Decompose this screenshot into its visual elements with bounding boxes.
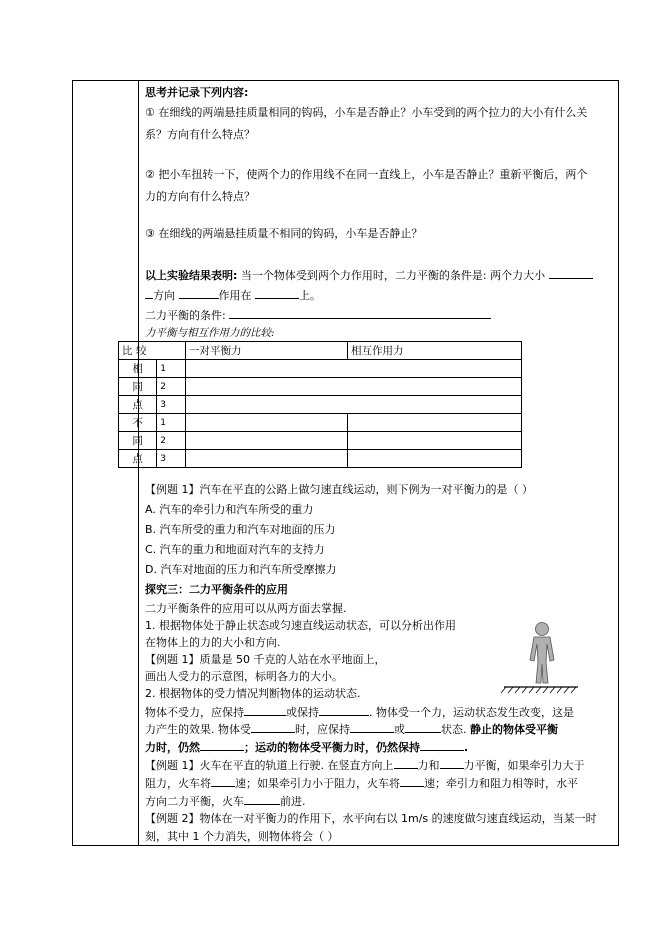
question-1-line-1: ① 在细线的两端悬挂质量相同的钩码，小车是否静止？小车受到的两个拉力的大小有什么关 [145,106,588,119]
answer-cell[interactable] [348,450,522,468]
question-1-line-2: 系？方向有什么特点？ [145,128,255,141]
end-label: 上。 [299,289,321,302]
diff-char: 同 [119,432,157,450]
table-row [119,414,522,432]
train-line-3 [145,793,306,809]
answer-blank[interactable] [229,307,491,319]
header-balance: 一对平衡力 [186,342,348,360]
train-text: 力和 [417,759,440,772]
application-1-line-1: 1. 根据物体处于静止状态或匀速直线运动状态，可以分析出作用 [145,619,456,632]
standing-person-illustration [498,620,582,698]
train-text: 速；牵引力和阻力相等时，水平 [424,777,578,790]
row-number: 3 [157,450,186,468]
train-text: 速；如果牵引力小于阻力，火车将 [235,777,400,790]
motion-bold-text: 静止的物体受平衡 [470,723,558,736]
answer-blank[interactable] [440,757,464,769]
option-c: C. 汽车的重力和地面对汽车的支持力 [145,543,325,556]
diff-char: 不 [119,414,157,432]
ground-hatching [501,687,576,693]
answer-blank[interactable] [405,721,441,733]
row-number: 3 [157,396,186,414]
motion-text: 或保持 [286,706,319,719]
act-on-label: 作用在 [218,289,252,302]
motion-bold-text: 力时，仍然 [145,741,200,754]
diff-char: 点 [119,450,157,468]
train-text: 方向二力平衡，火车 [145,795,244,808]
answer-blank[interactable] [255,287,299,299]
motion-bold-text: . [464,741,469,754]
answer-cell[interactable] [186,432,348,450]
question-2-line-1: ② 把小车扭转一下，使两个力的作用线不在同一直线上，小车是否静止？重新平衡后，两个 [145,168,588,181]
answer-blank[interactable] [179,287,219,299]
answer-cell[interactable] [186,396,522,414]
heading: 思考并记录下列内容: [145,86,249,99]
application-2: 2. 根据物体的受力情况判断物体的运动状态. [145,687,361,700]
row-number: 2 [157,432,186,450]
answer-blank[interactable] [251,721,295,733]
row-number: 1 [157,414,186,432]
table-row [119,450,522,468]
same-char: 点 [119,396,157,414]
motion-line-2 [145,721,558,737]
motion-text: 或 [394,723,405,736]
compare-caption: 力平衡与相互作用力的比较: [145,327,275,339]
header-interaction: 相互作用力 [348,342,522,360]
example-2-line-2: 刻，其中 1 个力消失，则物体将会（ ） [145,830,339,843]
table-row [119,396,522,414]
condition-line [145,307,491,323]
table-header-row [119,342,522,360]
row-number: 2 [157,378,186,396]
same-char: 相 [119,360,157,378]
condition-label: 二力平衡的条件: [145,309,226,322]
result-bold-label: 以上实验结果表明: [145,269,238,282]
answer-blank[interactable] [200,739,244,751]
motion-text: 时，应保持 [295,723,350,736]
answer-cell[interactable] [348,432,522,450]
option-d: D. 汽车对地面的压力和汽车所受摩擦力 [145,563,337,576]
answer-blank[interactable] [549,267,593,279]
answer-blank[interactable] [244,704,286,716]
result-line-2 [145,287,321,303]
answer-blank[interactable] [319,704,369,716]
example-2-line-1: 【例题 2】物体在一对平衡力的作用下，水平向右以 1m/s 的速度做匀速直线运动，当某一时 [145,812,597,825]
question-3: ③ 在细线的两端悬挂质量不相同的钩码，小车是否静止？ [145,227,423,240]
answer-blank[interactable] [145,287,153,299]
application-intro: 二力平衡条件的应用可以从两方面去掌握. [145,602,347,615]
result-text: 当一个物体受到两个力作用时，二力平衡的条件是: 两个力大小 [240,269,546,282]
answer-cell[interactable] [186,360,522,378]
train-text: 前进. [280,795,306,808]
table-row [119,378,522,396]
train-text: 阻力，火车将 [145,777,211,790]
same-char: 同 [119,378,157,396]
person-example-line-1: 【例题 1】质量是 50 千克的人站在水平地面上， [145,653,386,666]
option-a: A. 汽车的牵引力和汽车所受的重力 [145,503,314,516]
answer-cell[interactable] [186,414,348,432]
answer-blank[interactable] [420,739,464,751]
row-number: 1 [157,360,186,378]
motion-text: . 物体受一个力，运动状态发生改变，这是 [369,706,574,719]
answer-blank[interactable] [211,775,235,787]
example-1-question: 【例题 1】汽车在平直的公路上做匀速直线运动，则下例为一对平衡力的是（ ） [145,483,533,496]
answer-blank[interactable] [400,775,424,787]
motion-text: 物体不受力，应保持 [145,706,244,719]
motion-text: 状态. [441,723,467,736]
answer-cell[interactable] [186,378,522,396]
answer-blank[interactable] [394,757,418,769]
explore-3-title: 探究三：二力平衡条件的应用 [145,583,288,596]
table-row [119,432,522,450]
train-line-2 [145,775,578,791]
person-figure [530,623,554,684]
application-1-line-2: 在物体上的力的大小和方向. [145,636,281,649]
table-row [119,360,522,378]
train-text: 【例题 1】火车在平直的轨道上行驶. 在竖直方向上 [145,759,394,772]
direction-label: 方向 [153,289,175,302]
answer-blank[interactable] [350,721,394,733]
result-line-1 [145,267,593,283]
motion-bold-text: ；运动的物体受平衡力时，仍然保持 [244,741,420,754]
answer-blank[interactable] [244,793,280,805]
train-line-1 [145,757,585,773]
option-b: B. 汽车所受的重力和汽车对地面的压力 [145,523,336,536]
header-compare: 比 较 [119,342,186,360]
motion-text: 力产生的效果. 物体受 [145,723,251,736]
train-text: 力平衡，如果牵引力大于 [463,759,585,772]
answer-cell[interactable] [186,450,348,468]
person-example-line-2: 画出人受力的示意图，标明各力的大小。 [145,670,343,683]
answer-cell[interactable] [348,414,522,432]
motion-line-1 [145,704,574,720]
question-2-line-2: 力的方向有什么特点？ [145,190,255,203]
comparison-table [118,341,522,468]
motion-line-3 [145,739,468,755]
